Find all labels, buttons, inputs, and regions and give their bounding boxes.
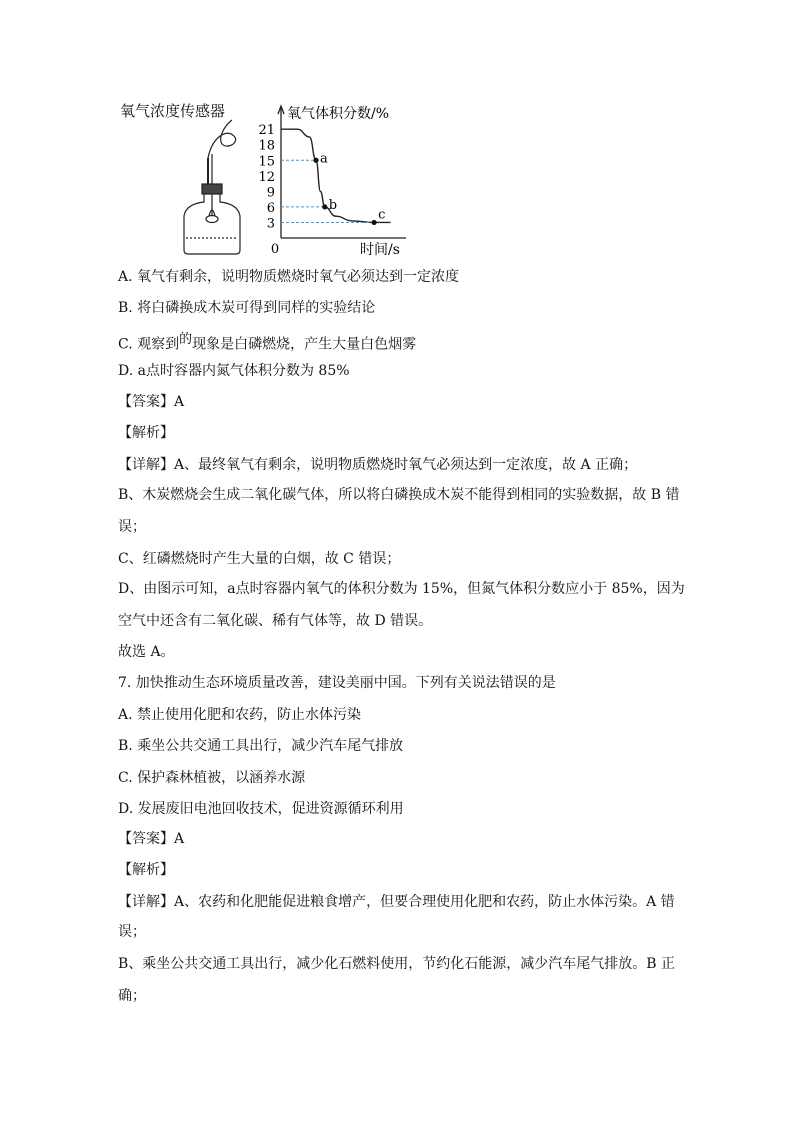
data-point-b (322, 204, 327, 209)
text-line: B. 乘坐公共交通工具出行，减少汽车尾气排放 (118, 738, 404, 754)
text-line: D. a点时容器内氮气体积分数为 85% (118, 363, 350, 379)
text-line: 故选 A。 (118, 644, 175, 660)
data-point-c (371, 220, 376, 225)
text-line: 【详解】A、最终氧气有剩余，说明物质燃烧时氧气必须达到一定浓度，故 A 正确； (118, 457, 638, 473)
superscript-text: 的 (179, 332, 193, 347)
text-line: 【详解】A、农药和化肥能促进粮食增产，但要合理使用化肥和农药，防止水体污染。A 错 (118, 894, 675, 910)
origin-label: 0 (270, 242, 280, 257)
text-line: 【答案】A (118, 831, 185, 847)
text-line: A. 禁止使用化肥和农药，防止水体污染 (118, 707, 362, 723)
text-line: 空气中还含有二氧化碳、稀有气体等，故 D 错误。 (118, 613, 433, 629)
text-line: 确； (118, 988, 146, 1004)
y-tick-label: 9 (266, 185, 275, 201)
text-line: A. 氧气有剩余，说明物质燃烧时氧气必须达到一定浓度 (118, 269, 460, 285)
text-line: B、木炭燃烧会生成二氧化碳气体，所以将白磷换成木炭不能得到相同的实验数据，故 B 错 (118, 487, 680, 503)
text-line: 【解析】 (118, 425, 174, 441)
text-line: 误； (118, 924, 146, 940)
sensor-label: 氧气浓度传感器 (120, 102, 226, 120)
combustion-spoon (206, 216, 218, 223)
text-line: 误； (118, 519, 146, 535)
text-line: C、红磷燃烧时产生大量的白烟，故 C 错误； (118, 551, 401, 567)
text-line: C. 保护森林植被，以涵养水源 (118, 770, 306, 786)
y-tick-label: 3 (266, 216, 275, 232)
point-label-b: b (328, 197, 338, 213)
y-tick-label: 18 (258, 138, 275, 154)
y-tick-label: 12 (258, 169, 275, 185)
point-label-c: c (378, 207, 386, 223)
data-point-a (313, 158, 318, 163)
y-axis-label: 氧气体积分数/% (287, 106, 390, 122)
apparatus-illustration (184, 120, 240, 254)
text-segment: 现象是白磷燃烧，产生大量白色烟雾 (192, 336, 417, 353)
text-line: 【解析】 (118, 862, 174, 878)
y-tick-label: 21 (258, 123, 275, 139)
text-line (118, 330, 416, 355)
experiment-figure (116, 98, 416, 258)
text-line: D、由图示可知，a点时容器内氧气的体积分数为 15%，但氮气体积分数应小于 85%，因为 (118, 581, 685, 597)
point-label-a: a (320, 151, 328, 167)
y-tick-label: 15 (258, 154, 275, 170)
text-line: B. 将白磷换成木炭可得到同样的实验结论 (118, 300, 376, 316)
text-segment: C. 观察到 (118, 336, 180, 353)
oxygen-chart (116, 98, 416, 258)
stopper (202, 184, 222, 194)
x-axis-label: 时间/s (360, 242, 400, 258)
text-line: B、乘坐公共交通工具出行，减少化石燃料使用，节约化石能源，减少汽车尾气排放。B 正 (118, 956, 676, 972)
chart-area (258, 105, 406, 258)
text-line: D. 发展废旧电池回收技术，促进资源循环利用 (118, 801, 404, 817)
text-line: 7. 加快推动生态环境质量改善，建设美丽中国。下列有关说法错误的是 (118, 675, 556, 691)
text-line: 【答案】A (118, 394, 185, 410)
sensor-wire (208, 120, 236, 158)
y-tick-label: 6 (266, 200, 275, 216)
